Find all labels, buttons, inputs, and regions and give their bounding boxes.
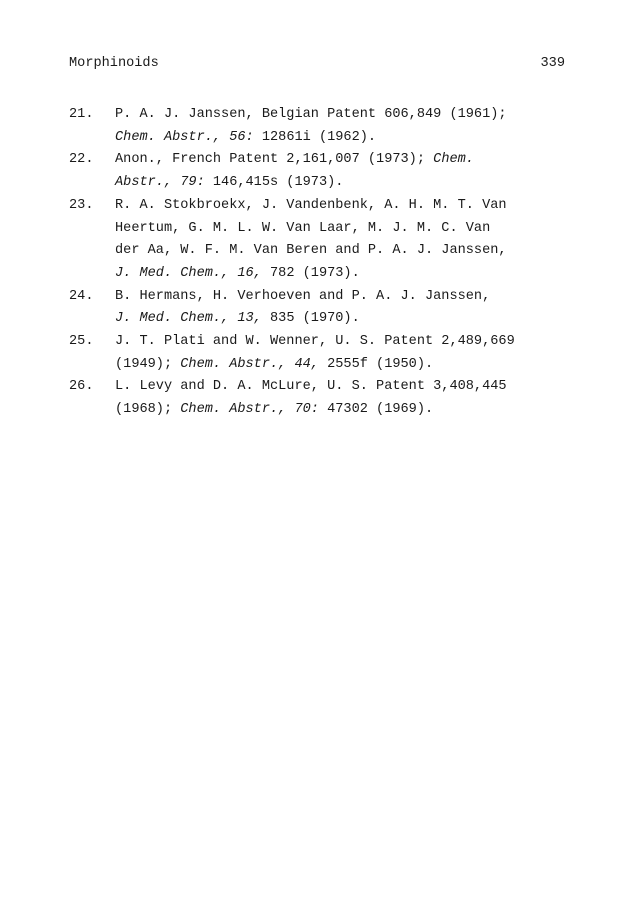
reference-number: 24. bbox=[69, 288, 94, 304]
citation-text: (1968); bbox=[115, 402, 181, 418]
citation-journal: J. Med. Chem., 13, bbox=[115, 311, 262, 327]
reference-list bbox=[69, 104, 569, 422]
reference-text bbox=[115, 286, 569, 331]
citation-journal: Chem. Abstr., 70: bbox=[180, 402, 319, 418]
reference-item bbox=[69, 286, 569, 331]
citation-journal: Chem. bbox=[433, 152, 474, 168]
reference-number: 26. bbox=[69, 379, 94, 395]
reference-line bbox=[115, 376, 569, 399]
reference-line bbox=[115, 218, 569, 241]
reference-line bbox=[115, 149, 569, 172]
reference-text bbox=[115, 104, 569, 149]
reference-item bbox=[69, 376, 569, 421]
citation-text: L. Levy and D. A. McLure, U. S. Patent 3,408,445 bbox=[115, 379, 507, 395]
citation-text: J. T. Plati and W. Wenner, U. S. Patent 2,489,669 bbox=[115, 334, 515, 350]
reference-line bbox=[115, 104, 569, 127]
citation-journal: Abstr., 79: bbox=[115, 175, 205, 191]
citation-text: R. A. Stokbroekx, J. Vandenbenk, A. H. M. T. Van bbox=[115, 197, 507, 213]
citation-journal: Chem. Abstr., 56: bbox=[115, 129, 254, 145]
reference-number: 22. bbox=[69, 152, 94, 168]
citation-text: 47302 (1969). bbox=[318, 402, 434, 418]
reference-line bbox=[115, 308, 569, 331]
reference-line bbox=[115, 240, 569, 263]
reference-text bbox=[115, 149, 569, 194]
reference-number: 25. bbox=[69, 334, 94, 350]
reference-text bbox=[115, 376, 569, 421]
citation-journal: Chem. Abstr., 44, bbox=[180, 356, 319, 372]
citation-text: der Aa, W. F. M. Van Beren and P. A. J. Janssen, bbox=[115, 243, 507, 259]
reference-number: 21. bbox=[69, 107, 94, 122]
reference-number: 23. bbox=[69, 197, 94, 213]
page-number: 339 bbox=[540, 56, 565, 71]
reference-item bbox=[69, 195, 569, 286]
citation-journal: J. Med. Chem., 16, bbox=[115, 265, 262, 281]
reference-text bbox=[115, 195, 569, 286]
reference-line bbox=[115, 195, 569, 218]
citation-text: B. Hermans, H. Verhoeven and P. A. J. Janssen, bbox=[115, 288, 491, 304]
reference-line bbox=[115, 172, 569, 195]
reference-item bbox=[69, 149, 569, 194]
running-title: Morphinoids bbox=[69, 56, 159, 71]
reference-line bbox=[115, 331, 569, 354]
reference-line bbox=[115, 399, 569, 422]
reference-line bbox=[115, 127, 569, 150]
reference-line bbox=[115, 263, 569, 286]
reference-line bbox=[115, 286, 569, 309]
reference-item bbox=[69, 331, 569, 376]
citation-text: 12861i (1962). bbox=[253, 129, 377, 145]
citation-text: 146,415s (1973). bbox=[204, 175, 344, 191]
page-header bbox=[69, 56, 565, 74]
reference-line bbox=[115, 354, 569, 377]
citation-text: P. A. J. Janssen, Belgian Patent 606,849 (1961); bbox=[115, 107, 507, 122]
citation-text: Heertum, G. M. L. W. Van Laar, M. J. M. C. Van bbox=[115, 220, 491, 236]
citation-text: (1949); bbox=[115, 356, 181, 372]
citation-text: 835 (1970). bbox=[261, 311, 360, 327]
reference-text bbox=[115, 331, 569, 376]
reference-item bbox=[69, 104, 569, 149]
citation-text: 2555f (1950). bbox=[318, 356, 434, 372]
citation-text: 782 (1973). bbox=[261, 265, 360, 281]
citation-text: Anon., French Patent 2,161,007 (1973); bbox=[115, 152, 434, 168]
